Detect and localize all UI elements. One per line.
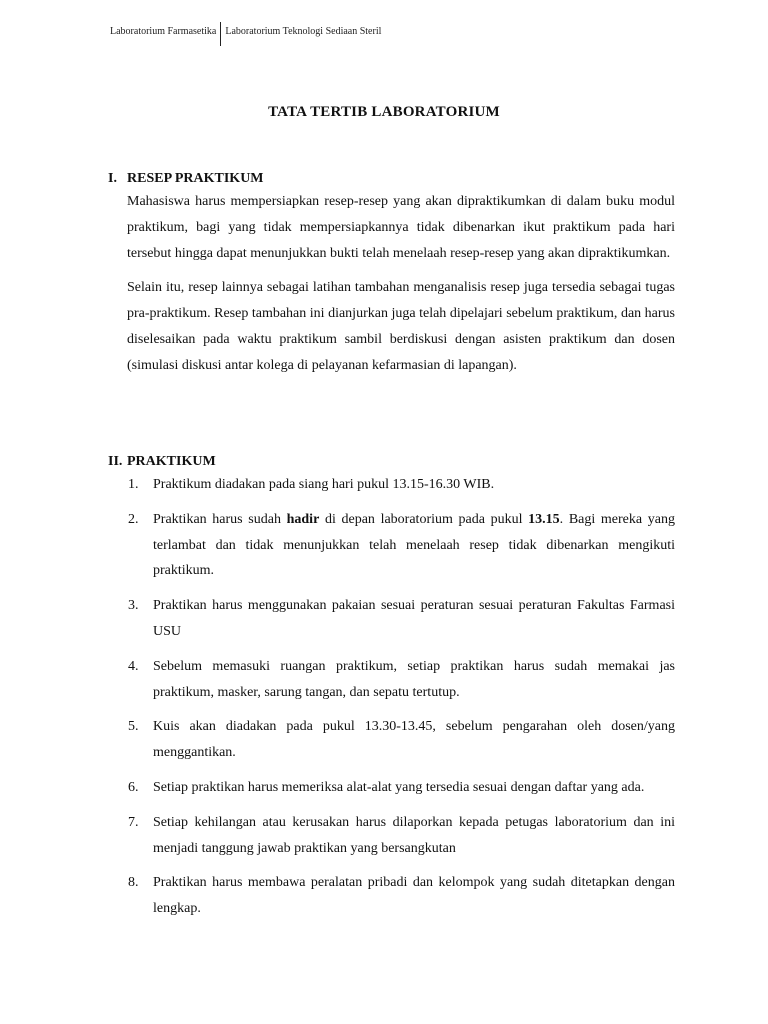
section-title: PRAKTIKUM: [127, 454, 216, 469]
bold-hadir: hadir: [286, 511, 320, 527]
list-item-number: 2.: [128, 511, 139, 527]
list-item: [128, 810, 675, 862]
list-item: [128, 714, 675, 766]
list-item-text: Praktikum diadakan pada siang hari pukul 13.15-16.30 WIB.: [153, 477, 495, 492]
list-item-text: Praktikan harus menggunakan pakaian sesuai peraturan sesuai peraturan Fakultas Farmasi USU: [153, 598, 675, 639]
section-title: RESEP PRAKTIKUM: [127, 171, 264, 186]
section-praktikum: [108, 452, 675, 922]
list-item: [128, 593, 675, 645]
paragraph: Mahasiswa harus mempersiapkan resep-resep yang akan dipraktikumkan di dalam buku modul praktikum, bagi yang tidak mempersiapkannya tidak dibenarkan ikut praktikum pada hari tersebut hingga dapat menunjukkan bukti telah menelaah resep-resep yang akan dipraktikumkan.: [127, 194, 675, 261]
list-item: [128, 507, 675, 584]
section-heading: [108, 452, 675, 472]
section-heading: [108, 169, 675, 189]
list-item-number: 3.: [128, 598, 139, 614]
section-number: I.: [108, 171, 117, 186]
list-item: [128, 654, 675, 706]
header-divider: [220, 22, 221, 46]
list-item-text: Praktikan harus membawa peralatan pribadi dan kelompok yang sudah ditetapkan dengan lengkap.: [153, 875, 675, 917]
page-header: [110, 22, 381, 44]
section-resep-praktikum: [108, 169, 675, 379]
rules-list: [108, 472, 675, 922]
header-left-text: Laboratorium Farmasetika: [110, 26, 217, 37]
list-item-text: Praktikan harus sudah hadir di depan laboratorium pada pukul 13.15. Bagi mereka yang terlambat dan tidak menunjukkan telah menelaah resep tidak dibenarkan mengikuti praktikum.: [153, 511, 675, 579]
list-item-text: Setiap praktikan harus memeriksa alat-alat yang tersedia sesuai dengan daftar yang ada.: [153, 779, 645, 795]
list-item-text: Sebelum memasuki ruangan praktikum, setiap praktikan harus sudah memakai jas praktikum, masker, sarung tangan, dan sepatu tertutup.: [153, 658, 675, 700]
list-item-text: Setiap kehilangan atau kerusakan harus dilaporkan kepada petugas laboratorium dan ini menjadi tanggung jawab praktikan yang bersangkutan: [153, 814, 675, 856]
paragraph: Selain itu, resep lainnya sebagai latihan tambahan menganalisis resep juga tersedia sebagai tugas pra-praktikum. Resep tambahan ini dianjurkan juga telah dipelajari sebelum praktikum, dan harus diselesaikan pada waktu praktikum sambil berdiskusi dengan asisten praktikum dan dosen (simulasi diskusi antar kolega di pelayanan kefarmasian di lapangan).: [127, 280, 675, 373]
list-item-number: 4.: [128, 658, 139, 674]
list-item: [128, 775, 675, 801]
bold-time: 13.15: [528, 511, 560, 527]
list-item: [128, 472, 675, 498]
list-item-number: 1.: [128, 477, 139, 492]
header-right-text: Laboratorium Teknologi Sediaan Steril: [225, 26, 382, 37]
section-number: II.: [108, 454, 123, 469]
list-item: [128, 870, 675, 922]
list-item-number: 8.: [128, 875, 139, 891]
document-title: TATA TERTIB LABORATORIUM: [268, 104, 500, 120]
list-item-text: Kuis akan diadakan pada pukul 13.30-13.45, sebelum pengarahan oleh dosen/yang menggantikan.: [153, 719, 675, 761]
list-item-number: 6.: [128, 779, 139, 795]
list-item-number: 5.: [128, 719, 139, 735]
list-item-number: 7.: [128, 814, 139, 830]
